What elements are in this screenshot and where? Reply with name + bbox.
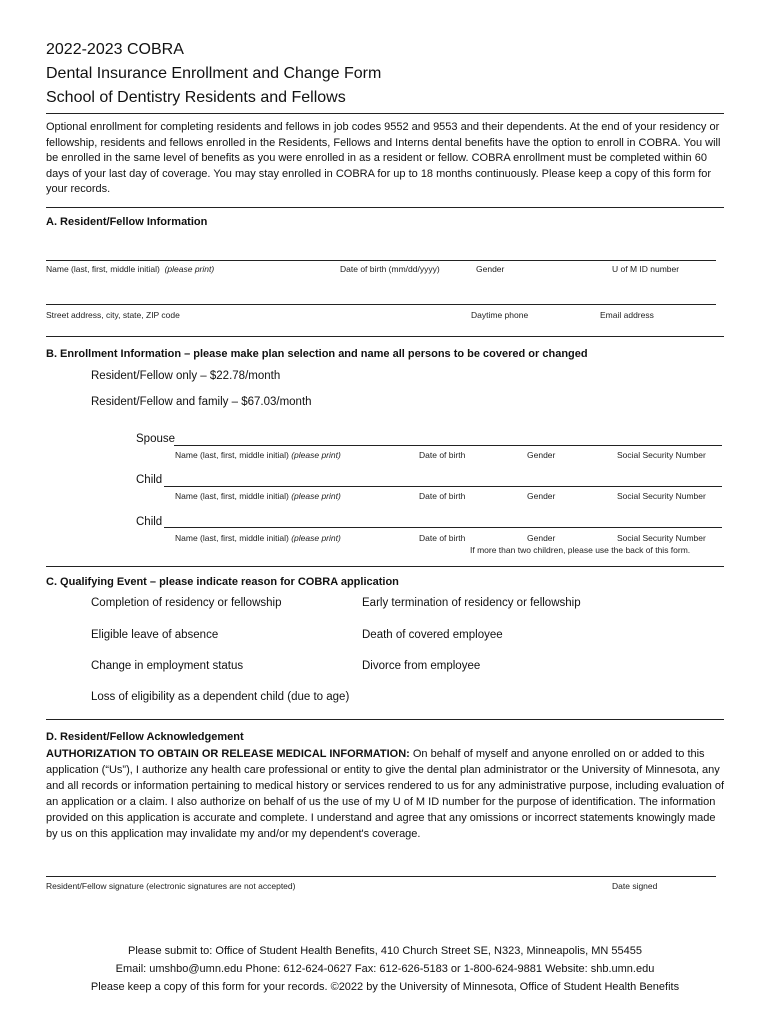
section-c-divider xyxy=(46,719,724,720)
child-1-ssn-label: Social Security Number xyxy=(617,491,706,501)
child-1-input-line[interactable] xyxy=(164,486,722,487)
section-b-heading: B. Enrollment Information – please make plan selection and name all persons to be covered or changed xyxy=(46,348,588,360)
authorization-paragraph: AUTHORIZATION TO OBTAIN OR RELEASE MEDICAL INFORMATION: On behalf of myself and anyone enrolled on or added to this application (“Us”), I authorize any health care professional or entity to give the dental plan administrator or the University of Minnesota, any and all records or information pertaining to medical history or services rendered to us for any administrative purpose, including evaluation of an application or a claim. I also authorize on behalf of us the use of my U of M ID number for the purpose of identification. The information provided on this application is accurate and complete. I understand and agree that any omissions or incorrect statements knowingly made by us on this application may invalidate my and/or my dependent's coverage. xyxy=(46,748,725,840)
event-leave-of-absence[interactable]: Eligible leave of absence xyxy=(91,629,219,641)
signature-label: Resident/Fellow signature (electronic signatures are not accepted) xyxy=(46,881,296,891)
child-1-name-label: Name (last, first, middle initial) (please print) xyxy=(175,491,341,501)
section-a-heading: A. Resident/Fellow Information xyxy=(46,216,208,228)
title-divider xyxy=(46,113,724,114)
child-2-label: Child xyxy=(136,516,163,528)
resident-info-line-2[interactable] xyxy=(46,304,716,305)
form-title: Dental Insurance Enrollment and Change Form xyxy=(46,65,382,82)
footer-copyright: Please keep a copy of this form for your records. ©2022 by the University of Minnesota, Office of Student Health Benefits xyxy=(90,981,680,993)
spouse-name-label: Name (last, first, middle initial) (please print) xyxy=(175,450,341,460)
child-1-dob-label: Date of birth xyxy=(419,491,466,501)
dob-field-label: Date of birth (mm/dd/yyyy) xyxy=(340,264,440,274)
spouse-label: Spouse xyxy=(136,433,176,445)
child-1-gender-label: Gender xyxy=(527,491,556,501)
spouse-gender-label: Gender xyxy=(527,450,556,460)
date-signed-label: Date signed xyxy=(612,881,658,891)
more-children-note: If more than two children, please use the back of this form. xyxy=(470,545,691,555)
form-subtitle: School of Dentistry Residents and Fellows xyxy=(46,89,346,106)
event-early-termination[interactable]: Early termination of residency or fellowship xyxy=(362,597,581,609)
section-c-heading: C. Qualifying Event – please indicate reason for COBRA application xyxy=(46,576,399,588)
resident-info-line-1[interactable] xyxy=(46,260,716,261)
footer-submit-address: Please submit to: Office of Student Health Benefits, 410 Church Street SE, N323, Minneapolis, MN 55455 xyxy=(127,945,643,957)
umid-field-label: U of M ID number xyxy=(612,264,680,274)
name-field-label: Name (last, first, middle initial) (please print) xyxy=(46,264,215,274)
child-2-input-line[interactable] xyxy=(164,527,722,528)
email-field-label: Email address xyxy=(600,310,654,320)
event-loss-of-eligibility[interactable]: Loss of eligibility as a dependent child (due to age) xyxy=(91,691,350,703)
gender-field-label: Gender xyxy=(476,264,505,274)
event-employment-change[interactable]: Change in employment status xyxy=(91,660,244,672)
event-divorce[interactable]: Divorce from employee xyxy=(362,660,481,672)
child-1-label: Child xyxy=(136,474,163,486)
plan-option-resident-only[interactable]: Resident/Fellow only – $22.78/month xyxy=(91,370,281,382)
form-title-year: 2022-2023 COBRA xyxy=(46,41,184,58)
event-death-of-employee[interactable]: Death of covered employee xyxy=(362,629,503,641)
child-2-name-label: Name (last, first, middle initial) (please print) xyxy=(175,533,341,543)
child-2-gender-label: Gender xyxy=(527,533,556,543)
event-completion[interactable]: Completion of residency or fellowship xyxy=(91,597,282,609)
spouse-input-line[interactable] xyxy=(174,445,722,446)
plan-option-resident-family[interactable]: Resident/Fellow and family – $67.03/month xyxy=(91,396,312,408)
child-2-dob-label: Date of birth xyxy=(419,533,466,543)
section-b-divider xyxy=(46,566,724,567)
spouse-dob-label: Date of birth xyxy=(419,450,466,460)
section-d-heading: D. Resident/Fellow Acknowledgement xyxy=(46,731,244,743)
phone-field-label: Daytime phone xyxy=(471,310,529,320)
section-a-divider xyxy=(46,336,724,337)
child-2-ssn-label: Social Security Number xyxy=(617,533,706,543)
address-field-label: Street address, city, state, ZIP code xyxy=(46,310,180,320)
signature-line[interactable] xyxy=(46,876,716,877)
spouse-ssn-label: Social Security Number xyxy=(617,450,706,460)
intro-paragraph: Optional enrollment for completing residents and fellows in job codes 9552 and 9553 and their dependents. At the end of your residency or fellowship, residents and fellows enrolled in the Residents, Fellows and Interns dental benefits have the option to enroll in COBRA. You will be enrolled in the same level of benefits as you were enrolled in as a resident or fellow. COBRA enrollment must be completed within 60 days of your last day of coverage. You may stay enrolled in COBRA for up to 18 months continuously. Please keep a copy of this form for your records. xyxy=(46,121,721,195)
intro-divider xyxy=(46,207,724,208)
footer-contact: Email: umshbo@umn.edu Phone: 612-624-0627 Fax: 612-626-5183 or 1-800-624-9881 Website: shb.umn.edu xyxy=(115,963,655,975)
